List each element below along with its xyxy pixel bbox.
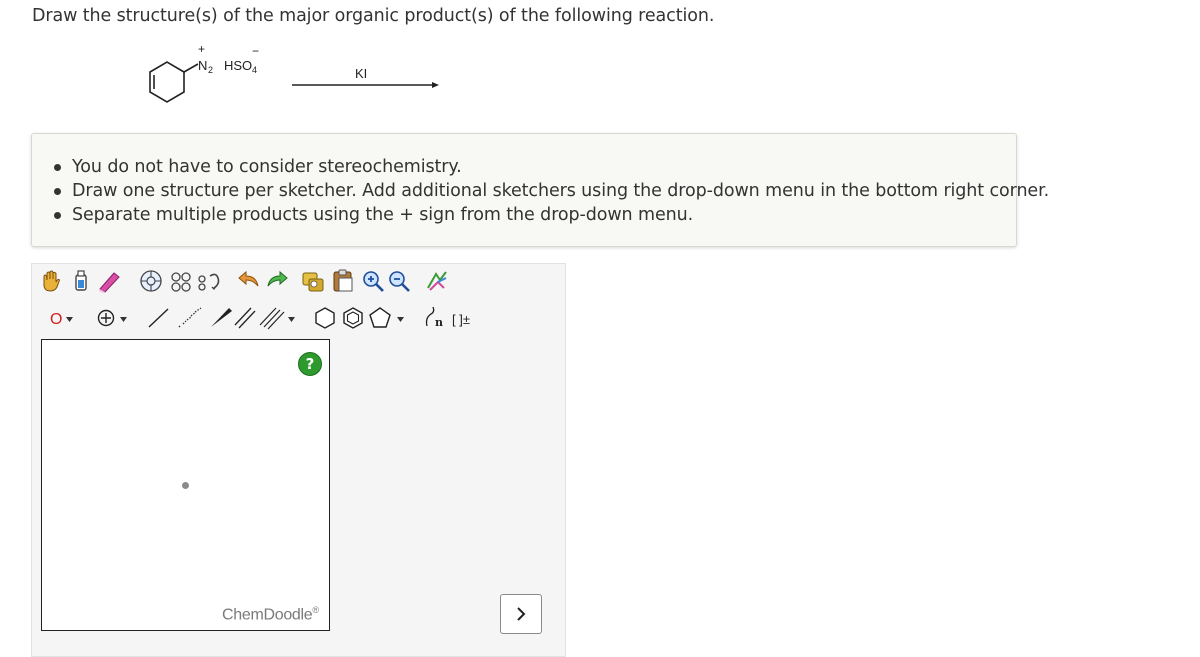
drawing-canvas[interactable] — [41, 339, 330, 631]
arrow-head — [432, 82, 439, 88]
instructions-box — [31, 133, 1050, 247]
undo-icon[interactable] — [236, 268, 262, 294]
cyclohexane-ring-icon[interactable] — [312, 306, 338, 330]
charge-button[interactable] — [94, 306, 130, 330]
paste-icon[interactable] — [330, 268, 356, 294]
bracket-charge-icon[interactable] — [450, 306, 484, 330]
copy-icon[interactable] — [300, 268, 326, 294]
question-text: Draw the structure(s) of the major organic product(s) of the following reaction. — [32, 6, 715, 26]
n2-symbol: N — [198, 58, 208, 73]
canvas-cursor-dot — [182, 482, 189, 489]
hashed-bond-icon[interactable] — [176, 306, 204, 330]
double-bond-icon[interactable] — [232, 306, 258, 330]
lasso-icon[interactable] — [68, 268, 94, 294]
reagent-label: KI — [355, 66, 368, 81]
triple-bond-icon[interactable] — [258, 306, 298, 330]
add-sketcher-dropdown[interactable] — [500, 594, 542, 634]
hso4-symbol: HSO — [224, 58, 253, 73]
ring-template-icon[interactable] — [138, 268, 164, 294]
template-n-label: n — [435, 316, 443, 329]
help-button[interactable]: ? — [298, 352, 322, 376]
template-n-icon[interactable] — [422, 304, 448, 330]
instruction-item: Draw one structure per sketcher. Add additional sketchers using the drop-down menu in the bottom right corner. — [72, 181, 1050, 201]
cyclopentane-ring-icon[interactable] — [368, 306, 408, 330]
chevron-right-icon — [501, 595, 541, 647]
clean-structure-icon[interactable] — [424, 268, 452, 294]
instruction-item: You do not have to consider stereochemistry. — [72, 155, 1049, 179]
hand-icon[interactable] — [38, 268, 64, 294]
lone-pair-icon[interactable] — [196, 268, 226, 294]
hso4-subscript: 4 — [252, 65, 258, 75]
reaction-scheme — [140, 42, 460, 112]
hso4-charge: − — [252, 44, 260, 58]
element-label: O — [50, 311, 63, 328]
instruction-item: Separate multiple products using the + sign from the drop-down menu. — [72, 203, 1049, 227]
chemdoodle-sketcher — [31, 263, 566, 657]
benzene-ring-icon[interactable] — [340, 306, 366, 330]
n2-charge: + — [198, 42, 206, 56]
chain-template-icon[interactable] — [168, 268, 194, 294]
eraser-icon[interactable] — [96, 268, 124, 294]
single-bond-icon[interactable] — [146, 306, 172, 330]
redo-icon[interactable] — [264, 268, 290, 294]
bracket-charge-label: [ ]± — [452, 312, 470, 327]
wedge-bond-icon[interactable] — [208, 306, 234, 330]
element-label-button[interactable] — [46, 306, 76, 330]
zoom-out-icon[interactable] — [386, 268, 412, 294]
chemdoodle-logo: ChemDoodle® — [222, 605, 319, 624]
n2-subscript: 2 — [208, 65, 214, 75]
cyclohexene-ring — [150, 62, 184, 102]
zoom-in-icon[interactable] — [360, 268, 386, 294]
